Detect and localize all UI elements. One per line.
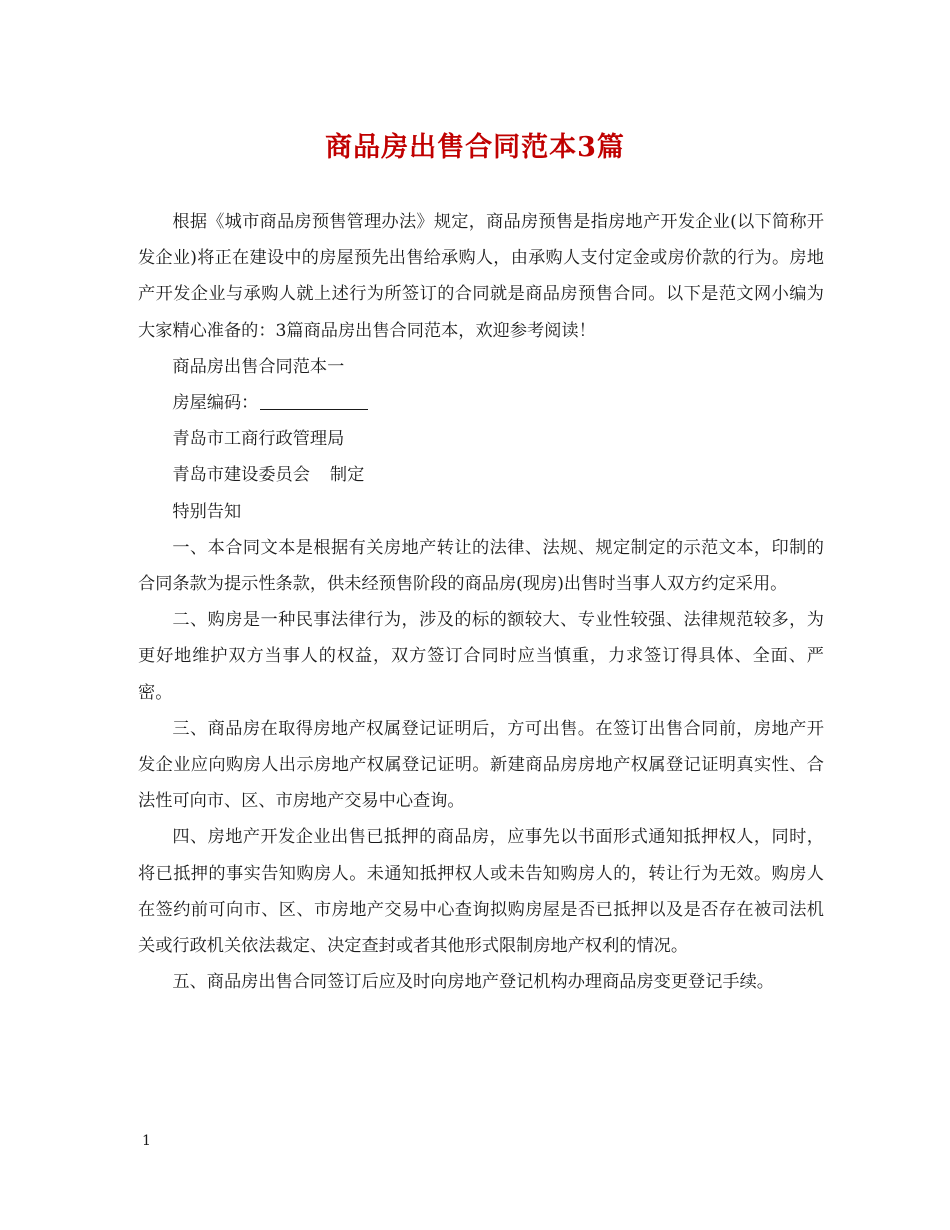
page-number: 1 <box>142 1133 151 1149</box>
issuer-2-line <box>138 457 824 493</box>
clause-1: 一、本合同文本是根据有关房地产转让的法律、法规、规定制定的示范文本，印制的合同条款为提示性条款，供未经预售阶段的商品房(现房)出售时当事人双方约定采用。 <box>138 537 824 595</box>
document-title: 商品房出售合同范本3篇 <box>325 132 625 163</box>
issuer-2-suffix: 制定 <box>329 465 365 486</box>
intro-paragraph: 根据《城市商品房预售管理办法》规定，商品房预售是指房地产开发企业(以下简称开发企业)将正在建设中的房屋预先出售给承购人，由承购人支付定金或房价款的行为。房地产开发企业与承购人就上述行为所签订的合同就是商品房预售合同。以下是范文网小编为大家精心准备的：3篇商品房出售合同范本，欢迎参考阅读！ <box>138 212 824 341</box>
house-code-label: 房屋编码： <box>172 393 259 414</box>
issuer-2: 青岛市建设委员会 <box>172 465 310 486</box>
notice-heading: 特别告知 <box>172 501 242 522</box>
clause-4: 四、房地产开发企业出售已抵押的商品房，应事先以书面形式通知抵押权人，同时，将已抵押的事实告知购房人。未通知抵押权人或未告知购房人的，转让行为无效。购房人在签约前可向市、区、市房地产交易中心查询拟购房屋是否已抵押以及是否存在被司法机关或行政机关依法裁定、决定查封或者其他形式限制房地产权利的情况。 <box>138 827 824 957</box>
clause-2: 二、购房是一种民事法律行为，涉及的标的额较大、专业性较强、法律规范较多，为更好地维护双方当事人的权益，双方签订合同时应当慎重，力求签订得具体、全面、严密。 <box>138 610 824 703</box>
section-heading: 商品房出售合同范本一 <box>172 356 345 377</box>
issuer-1: 青岛市工商行政管理局 <box>172 429 345 450</box>
clause-5: 五、商品房出售合同签订后应及时向房地产登记机构办理商品房变更登记手续。 <box>172 972 774 993</box>
house-code-blank <box>260 389 368 410</box>
document-body <box>138 204 824 1000</box>
clause-3: 三、商品房在取得房地产权属登记证明后，方可出售。在签订出售合同前，房地产开发企业应向购房人出示房地产权属登记证明。新建商品房房地产权属登记证明真实性、合法性可向市、区、市房地产交易中心查询。 <box>138 718 824 812</box>
house-code-line <box>138 385 824 421</box>
